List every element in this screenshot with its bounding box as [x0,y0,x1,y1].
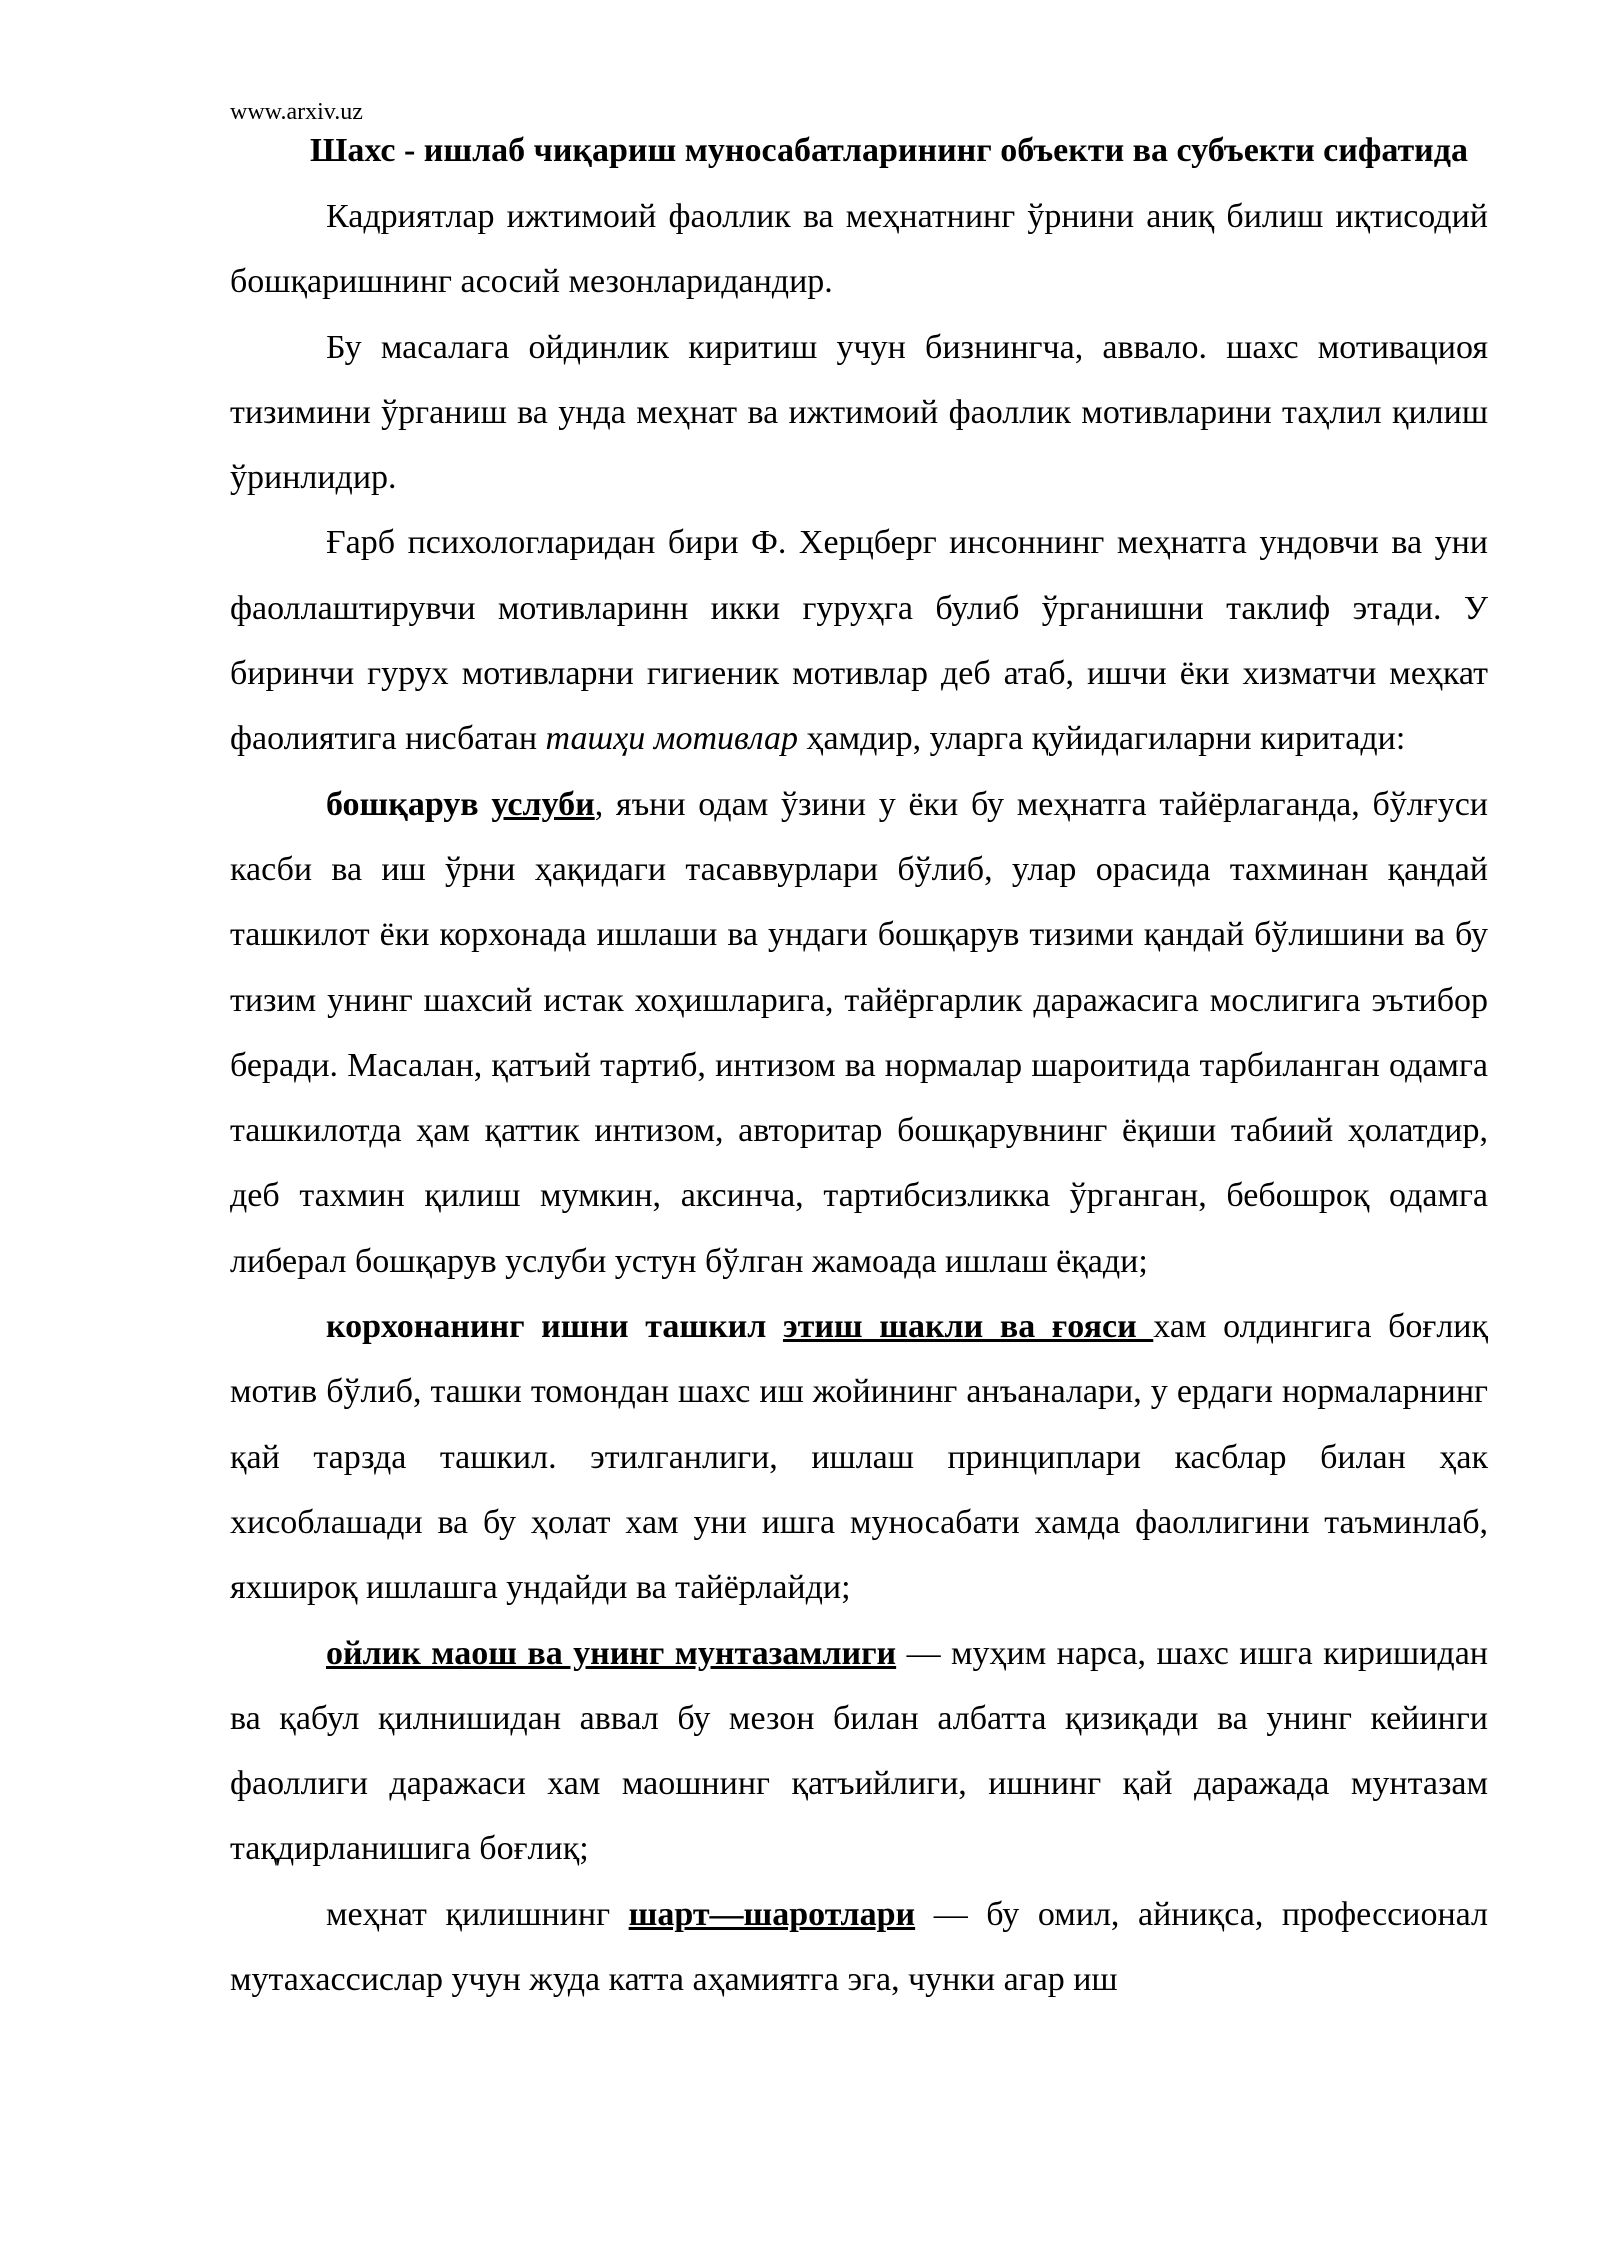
paragraph-4-bold-term: бошқарув [326,785,492,823]
paragraph-3-text-a: Ғарб психологларидан бири Ф. Херцберг инсоннинг меҳнатга ундовчи ва уни фаоллаштирувчи мотивларинн икки гуруҳга булиб ўрганишни таклиф этади. У биринчи гурух мотивларни гигиеник мотивлар деб атаб, ишчи ёки хизматчи меҳкат фаолиятига нисбатан [230,524,1488,758]
paragraph-4 [230,772,1488,1294]
paragraph-5 [230,1294,1488,1620]
paragraph-2 [230,315,1488,511]
paragraph-5-underlined-term: этиш шакли ва ғояси [782,1308,1154,1346]
paragraph-5-text: хам олдингига боғлиқ мотив бўлиб, ташки томондан шахс иш жойининг анъаналари, у ердаги нормаларнинг қай тарзда ташкил. этилганлиги, ишлаш принциплари касблар билан ҳак хисоблашади ва бу ҳолат хам уни ишга муносабати хамда фаоллигини таъминлаб, яхшироқ ишлашга ундайди ва тайёрлайди; [230,1308,1488,1607]
paragraph-6-text: — муҳим нарса, шахс ишга киришидан ва қабул қилнишидан аввал бу мезон билан албатта қизиқади ва унинг кейинги фаоллиги даражаси хам маошнинг қатъийлиги, ишнинг қай даражада мунтазам тақдирланишига боғлиқ; [230,1634,1488,1868]
paragraph-3-italic-term: ташҳи мотивлар [545,720,799,758]
paragraph-7-text-a: меҳнат қилишнинг [326,1895,629,1933]
paragraph-2-text: Бу масалага ойдинлик киритиш учун бизнингча, аввало. шахс мотивациоя тизимини ўрганиш ва унда меҳнат ва ижтимоий фаоллик мотивларини таҳлил қилиш ўринлидир. [230,328,1488,497]
paragraph-3-text-b: ҳамдир, уларга қуйидагиларни киритади: [798,720,1406,758]
document-title: Шахс - ишлаб чиқариш муносабатларининг объекти ва субъекти сифатида [310,132,1468,169]
paragraph-1 [230,184,1488,315]
paragraph-5-bold-term: корхонанинг ишни ташкил [326,1308,783,1346]
paragraph-3 [230,510,1488,771]
paragraph-1-text: Кадриятлар ижтимоий фаоллик ва меҳнатнинг ўрнини аниқ билиш иқтисодий бошқаришнинг асосий мезонларидандир. [230,198,1488,301]
paragraph-6-underlined-term: ойлик маош ва унинг мунтазамлиги [326,1634,897,1672]
paragraph-7-underlined-term: шарт—шаротлари [628,1895,916,1933]
paragraph-7 [230,1882,1488,2013]
paragraph-4-underlined-term: услуби [491,785,595,823]
paragraph-6 [230,1621,1488,1882]
paragraph-7-text-b: — бу омил, айниқса, профессионал мутахассислар учун жуда катта аҳамиятга эга, чунки агар иш [230,1895,1489,1999]
site-url: www.arxiv.uz [230,99,363,125]
paragraph-4-text: , яъни одам ўзини у ёки бу меҳнатга тайёрлаганда, бўлғуси касби ва иш ўрни ҳақидаги тасаввурлари бўлиб, улар орасида тахминан қандай ташкилот ёки корхонада ишлаши ва ундаги бошқарув тизими қандай бўлишини ва бу тизим унинг шахсий истак хоҳишларига, тайёргарлик даражасига мослигига эътибор беради. Масалан, қатъий тартиб, интизом ва нормалар шароитида тарбиланган одамга ташкилотда ҳам қаттик интизом, авторитар бошқарувнинг ёқиши табиий ҳолатдир, деб тахмин қилиш мумкин, аксинча, тартибсизликка ўрганган, бебошроқ одамга либерал бошқарув услуби устун бўлган жамоада ишлаш ёқади; [230,785,1488,1280]
document-page [230,118,1488,2012]
